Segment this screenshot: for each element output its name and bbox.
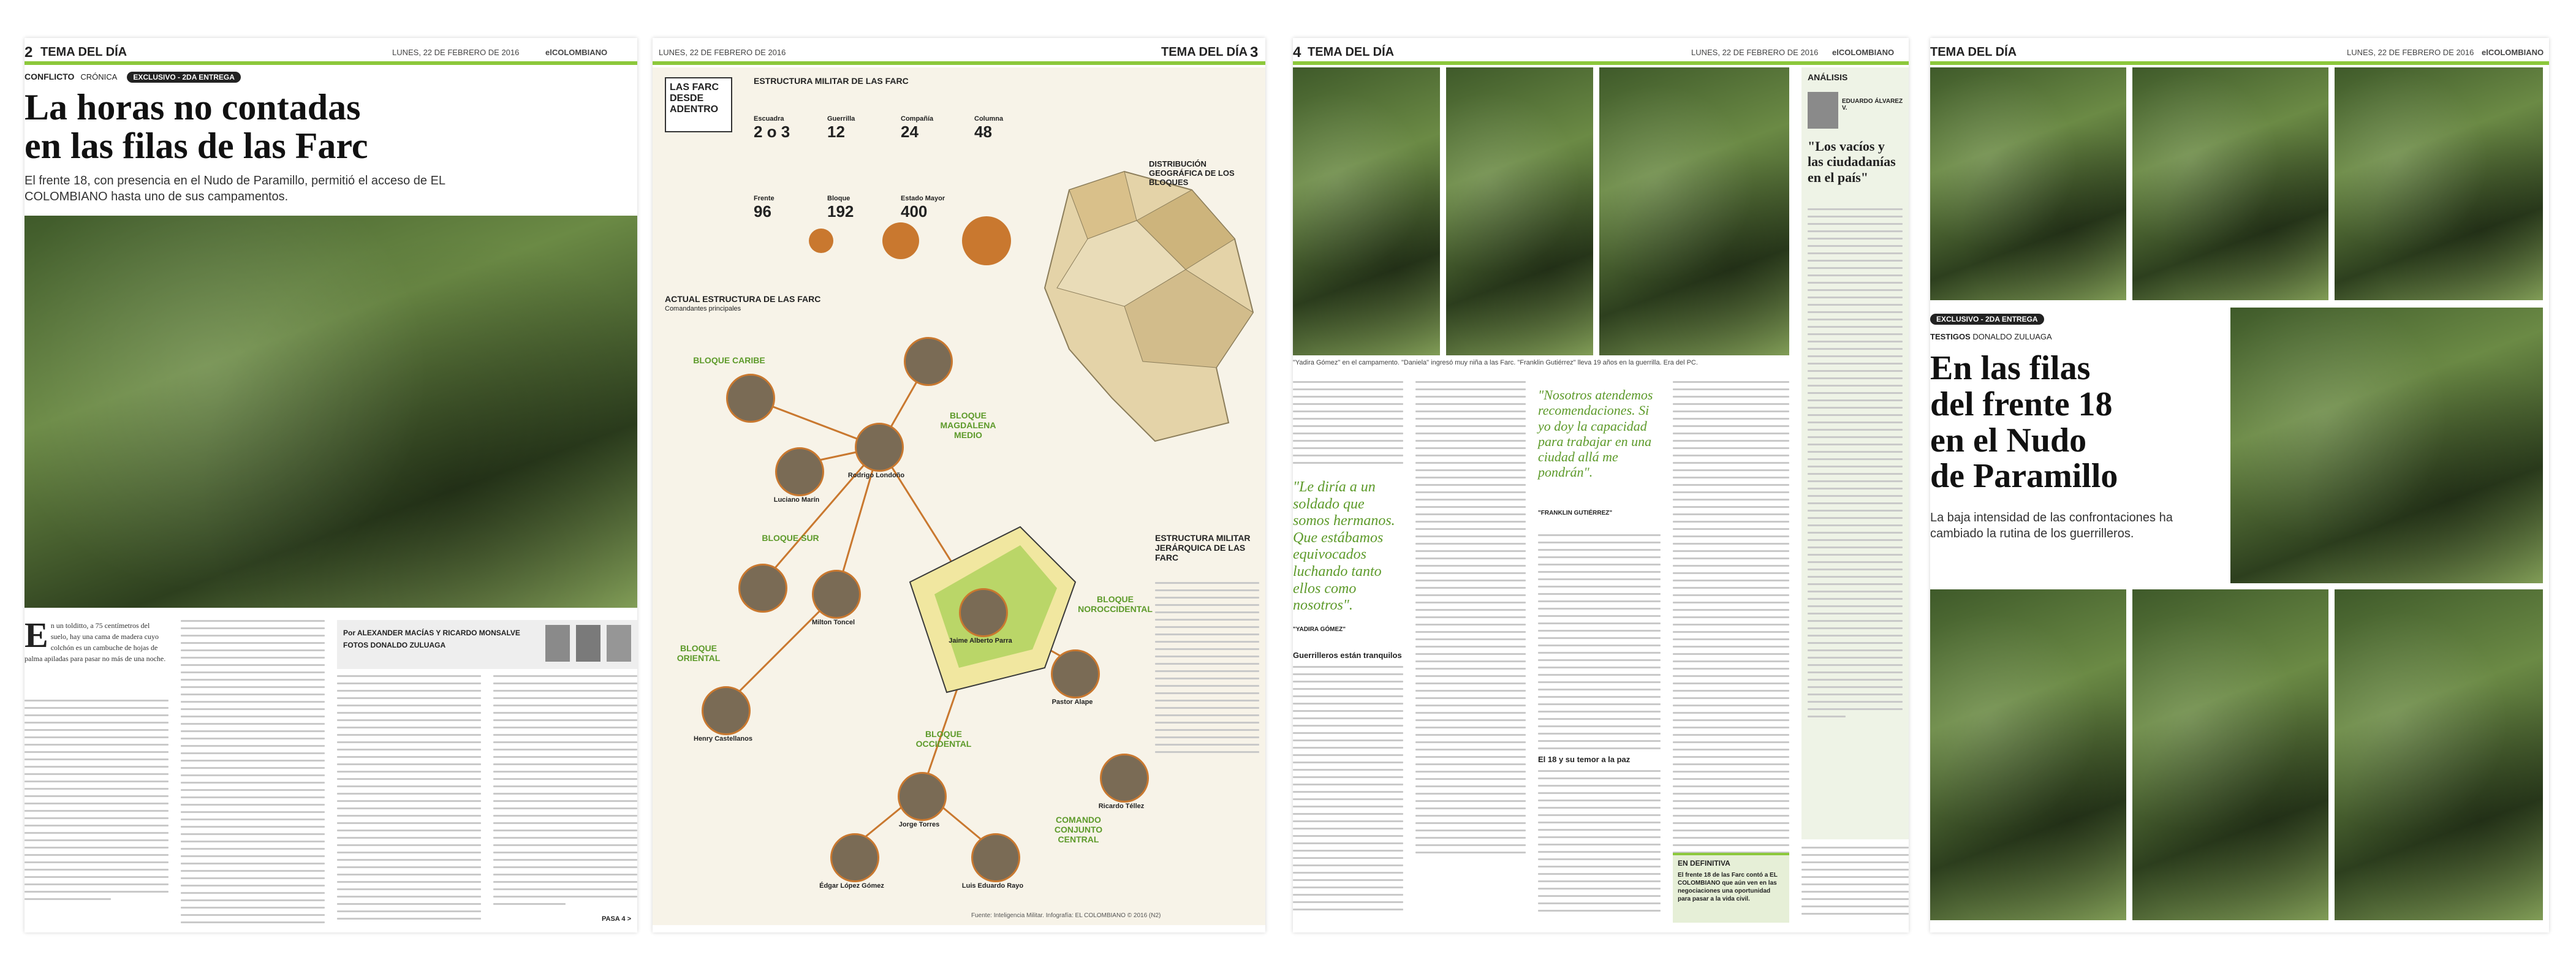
unit-columna: Columna 48 <box>974 115 1004 141</box>
pull-quote-2: "Nosotros atendemos recomendaciones. Si yo doy la capacidad para trabajar en una ciudad allá me pondrán". <box>1538 387 1653 480</box>
header-brand: elCOLOMBIANO <box>545 48 608 57</box>
page-number: 3 <box>1250 44 1259 61</box>
leader-name: Édgar López Gómez <box>819 882 884 890</box>
leader-photo <box>775 447 824 496</box>
summary-label: EN DEFINITIVA <box>1678 859 1730 868</box>
photo-guerrilla-3 <box>2335 67 2543 300</box>
map-title: DISTRIBUCIÓN GEOGRÁFICA DE LOS BLOQUES <box>1149 159 1235 187</box>
leader-photo <box>1051 649 1100 698</box>
unit-circle <box>882 222 919 259</box>
headline-line-2: del frente 18 <box>1930 385 2113 423</box>
leader-name: Pastor Alape <box>1051 698 1093 706</box>
continued-ref: PASA 4 > <box>602 915 631 923</box>
pull-quote-1: "Le diría a un soldado que somos hermanos. Que estábamos equivocados luchando tanto ellos como nosotros". <box>1293 479 1395 614</box>
leader-photo <box>898 772 947 821</box>
text-column-3 <box>337 675 481 925</box>
newspaper-page-5 <box>1930 38 2549 932</box>
photo-guerrilla-7 <box>2335 589 2543 920</box>
leader-name: Rodrigo Londoño <box>847 472 905 479</box>
section-title: TEMA DEL DÍA <box>1308 45 1395 59</box>
photo-guerrilla-6 <box>2132 589 2328 920</box>
leader-photo <box>812 570 861 619</box>
page-number: 2 <box>25 44 33 61</box>
byline: Por ALEXANDER MACÍAS Y RICARDO MONSALVE <box>343 629 520 637</box>
headline-line-1: La horas no contadas <box>25 87 361 127</box>
newspaper-page-2 <box>25 38 637 932</box>
analysis-sidebar <box>1801 67 1909 839</box>
lede: El frente 18, con presencia en el Nudo de Paramillo, permitió el acceso de EL COLOMBIANO hasta uno de sus campamentos. <box>25 174 445 203</box>
exclusive-badge: EXCLUSIVO - 2DA ENTREGA <box>127 72 241 83</box>
headline-line-3: en el Nudo <box>1930 421 2087 459</box>
leader-photo <box>971 833 1020 882</box>
leader-name: Milton Toncel <box>811 619 855 626</box>
author-photo-2 <box>576 625 600 662</box>
witness-row <box>1930 332 2052 341</box>
page-header <box>1930 44 2549 65</box>
summary-box <box>1673 853 1789 923</box>
witness-label: TESTIGOS <box>1930 332 1971 341</box>
lede: La baja intensidad de las confrontaciones ha cambiado la rutina de los guerrilleros. <box>1930 511 2173 540</box>
photo-franklin <box>1599 67 1789 355</box>
author-photo-1 <box>545 625 570 662</box>
unit-escuadra: Escuadra 2 o 3 <box>754 115 790 141</box>
exclusive-badge: EXCLUSIVO - 2DA ENTREGA <box>1930 314 2044 325</box>
section-title: TEMA DEL DÍA <box>40 45 127 59</box>
unit-estado-mayor: Estado Mayor 400 <box>901 195 945 221</box>
unit-compania: Compañía 24 <box>901 115 934 141</box>
leader-name: Jaime Alberto Parra <box>949 637 1012 645</box>
photo-guerrilla-2 <box>2132 67 2328 300</box>
section-title: TEMA DEL DÍA <box>1161 45 1248 59</box>
text-column-3 <box>1538 534 1661 755</box>
leader-name: Henry Castellanos <box>694 735 752 743</box>
text-column-4 <box>1673 381 1789 859</box>
block-label: BLOQUE MAGDALENA MEDIO <box>940 410 996 440</box>
photo-guerrilla-5 <box>1930 589 2126 920</box>
photo-guerrilla-1 <box>1930 67 2126 300</box>
pull-quote-2-author: "FRANKLIN GUTIÉRREZ" <box>1538 510 1613 516</box>
analysis-body <box>1808 208 1903 723</box>
text-column-2 <box>181 620 325 929</box>
leader-photo <box>830 833 879 882</box>
pull-quote-1-author: "YADIRA GÓMEZ" <box>1293 626 1346 633</box>
box-title: LAS FARC DESDE ADENTRO <box>665 77 732 132</box>
header-brand: elCOLOMBIANO <box>2482 48 2544 57</box>
subhead-2: El 18 y su temor a la paz <box>1538 755 1631 764</box>
leader-name: Luciano Marín <box>773 496 820 504</box>
headline-line-4: de Paramillo <box>1930 457 2118 496</box>
badge-row <box>1930 314 2044 325</box>
header-date: LUNES, 22 DE FEBRERO DE 2016 <box>2347 48 2474 57</box>
photo-daniela <box>1446 67 1593 355</box>
page-number: 4 <box>1293 44 1301 61</box>
page-header <box>653 44 1265 65</box>
unit-guerrilla: Guerrilla 12 <box>827 115 855 141</box>
leader-name: Jorge Torres <box>898 821 940 828</box>
newspaper-page-4 <box>1293 38 1909 932</box>
headline-line-1: En las filas <box>1930 349 2091 387</box>
block-label: BLOQUE ORIENTAL <box>676 643 721 663</box>
page-header <box>25 44 637 65</box>
header-brand: elCOLOMBIANO <box>1832 48 1895 57</box>
byline-box <box>337 620 637 669</box>
text-column-5 <box>1801 847 1909 920</box>
author-photo-3 <box>607 625 631 662</box>
main-headline <box>1930 350 2118 494</box>
photo-guerrilla-4 <box>2230 308 2543 583</box>
photo-caption: "Yadira Gómez" en el campamento. "Daniela" ingresó muy niña a las Farc. "Franklin Gutiérrez" lleva 19 años en la guerrilla. Era del PC. <box>1293 359 1698 366</box>
leader-photo <box>726 374 775 423</box>
kicker-sub: CRÓNICA <box>80 72 118 81</box>
leader-photo <box>738 564 787 613</box>
unit-stats <box>754 97 1042 287</box>
section-title: TEMA DEL DÍA <box>1930 45 2017 59</box>
block-label: BLOQUE SUR <box>762 533 819 543</box>
witness-name: DONALDO ZULUAGA <box>1972 332 2052 341</box>
analyst-photo <box>1808 92 1838 129</box>
hierarchy-title: ESTRUCTURA MILITAR JERÁRQUICA DE LAS FARC <box>1155 533 1251 562</box>
newspaper-page-3 <box>653 38 1265 932</box>
actual-title: ACTUAL ESTRUCTURA DE LAS FARC <box>665 294 821 304</box>
unit-bloque: Bloque 192 <box>827 195 854 221</box>
leader-name: Luis Eduardo Rayo <box>961 882 1024 890</box>
block-label: COMANDO CONJUNTO CENTRAL <box>1054 815 1103 844</box>
subhead-1: Guerrilleros están tranquilos <box>1293 651 1402 660</box>
unit-circle <box>962 216 1011 265</box>
analysis-title: "Los vacíos y las ciudadanías en el país" <box>1808 138 1896 185</box>
leader-name: Ricardo Téllez <box>1098 803 1145 810</box>
text-column-2 <box>1415 381 1526 859</box>
drop-cap: E <box>25 615 48 655</box>
infographic <box>653 67 1265 925</box>
leader-photo-main <box>855 423 904 472</box>
headline-line-2: en las filas de las Farc <box>25 126 368 166</box>
intro-text: n un tolditto, a 75 centímetros del suelo, hay una cama de madera cuyo colchón es un cambuche de hojas de palma apiladas para pasar no más de una noche. <box>25 621 166 663</box>
infographic-source: Fuente: Inteligencia Militar. Infografía: EL COLOMBIANO © 2016 (N2) <box>971 912 1161 919</box>
analyst-name: EDUARDO ÁLVAREZ V. <box>1842 98 1903 112</box>
kicker-row <box>25 72 241 83</box>
text-column-3b <box>1538 770 1661 917</box>
intro-paragraph <box>25 615 169 664</box>
block-label: BLOQUE OCCIDENTAL <box>915 729 972 749</box>
text-column-4 <box>493 675 637 910</box>
analysis-label: ANÁLISIS <box>1808 72 1848 82</box>
main-photo <box>25 216 637 608</box>
header-date: LUNES, 22 DE FEBRERO DE 2016 <box>1691 48 1819 57</box>
leader-photo <box>904 337 953 386</box>
hierarchy-list <box>1155 582 1259 758</box>
unit-frente: Frente 96 <box>754 195 775 221</box>
text-column-1b <box>1293 666 1403 916</box>
leader-photo <box>702 686 751 735</box>
block-label: BLOQUE NOROCCIDENTAL <box>1078 594 1153 614</box>
page-header <box>1293 44 1909 65</box>
unit-circle <box>809 229 833 253</box>
header-date: LUNES, 22 DE FEBRERO DE 2016 <box>659 48 786 57</box>
leader-photo <box>959 588 1008 637</box>
kicker: CONFLICTO <box>25 72 75 81</box>
photo-yadira <box>1293 67 1440 355</box>
photo-credit: FOTOS DONALDO ZULUAGA <box>343 641 446 649</box>
text-column-1 <box>1293 381 1403 469</box>
main-headline <box>25 88 368 165</box>
actual-subtitle: Comandantes principales <box>665 305 741 312</box>
summary-text: El frente 18 de las Farc contó a EL COLOMBIANO que aún ven en las negociaciones una oportunidad para pasar a la vida civil. <box>1678 872 1778 902</box>
leader-photo <box>1100 754 1149 803</box>
block-label: BLOQUE CARIBE <box>693 355 765 365</box>
header-date: LUNES, 22 DE FEBRERO DE 2016 <box>392 48 520 57</box>
text-column-1 <box>25 700 169 906</box>
structure-title: ESTRUCTURA MILITAR DE LAS FARC <box>754 76 909 86</box>
